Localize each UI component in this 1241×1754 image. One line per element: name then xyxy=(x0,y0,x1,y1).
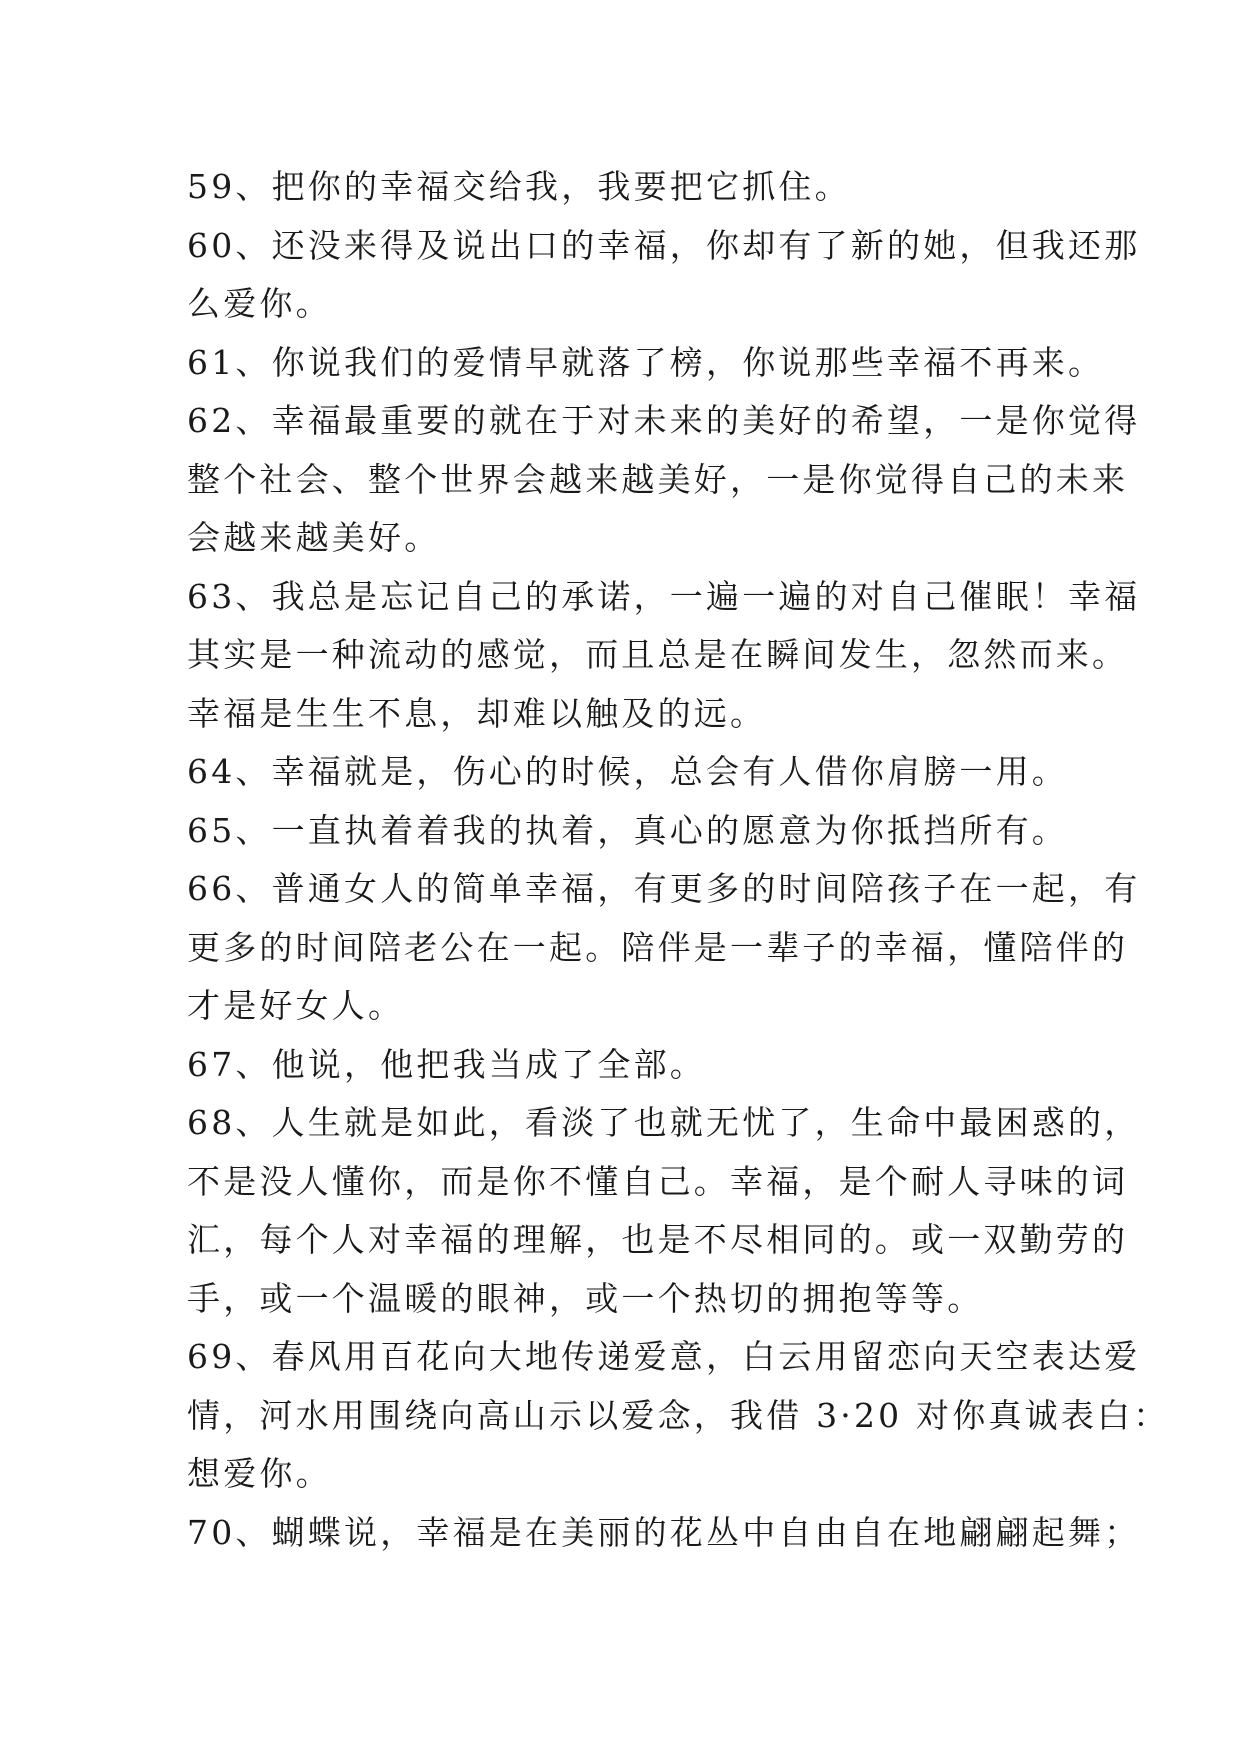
text-line: 情，河水用围绕向高山示以爱念，我借 3·20 对你真诚表白： xyxy=(187,1395,1170,1435)
text-line: 65、一直执着着我的执着，真心的愿意为你抵挡所有。 xyxy=(187,810,1068,850)
text-line: 整个社会、整个世界会越来越美好，一是你觉得自己的未来 xyxy=(187,459,1129,499)
text-line: 会越来越美好。 xyxy=(187,518,441,557)
text-line: 63、我总是忘记自己的承诺，一遍一遍的对自己催眠！幸福 xyxy=(187,576,1141,616)
document-body xyxy=(187,158,1170,1562)
text-line: 其实是一种流动的感觉，而且总是在瞬间发生，忽然而来。 xyxy=(187,635,1129,674)
text-line: 60、还没来得及说出口的幸福，你却有了新的她，但我还那 xyxy=(187,225,1141,265)
text-line: 汇，每个人对幸福的理解，也是不尽相同的。或一双勤劳的 xyxy=(187,1220,1129,1259)
text-line: 手，或一个温暖的眼神，或一个热切的拥抱等等。 xyxy=(187,1278,984,1318)
text-line: 才是好女人。 xyxy=(187,986,405,1025)
text-line: 70、蝴蝶说，幸福是在美丽的花丛中自由自在地翩翩起舞； xyxy=(187,1512,1141,1552)
text-line: 么爱你。 xyxy=(187,284,332,323)
text-line: 不是没人懂你，而是你不懂自己。幸福，是个耐人寻味的词 xyxy=(187,1161,1129,1201)
text-line: 68、人生就是如此，看淡了也就无忧了，生命中最困惑的， xyxy=(187,1103,1141,1142)
text-line: 64、幸福就是，伤心的时候，总会有人借你肩膀一用。 xyxy=(187,752,1068,791)
text-line: 想爱你。 xyxy=(187,1454,332,1493)
text-line: 61、你说我们的爱情早就落了榜，你说那些幸福不再来。 xyxy=(187,342,1105,382)
text-line: 66、普通女人的简单幸福，有更多的时间陪孩子在一起，有 xyxy=(187,869,1141,908)
text-line: 幸福是生生不息，却难以触及的远。 xyxy=(187,693,767,733)
text-line: 67、他说，他把我当成了全部。 xyxy=(187,1044,706,1084)
text-line: 62、幸福最重要的就在于对未来的美好的希望，一是你觉得 xyxy=(187,401,1141,440)
text-line: 59、把你的幸福交给我，我要把它抓住。 xyxy=(187,167,851,206)
text-line: 69、春风用百花向大地传递爱意，白云用留恋向天空表达爱 xyxy=(187,1337,1141,1376)
text-line: 更多的时间陪老公在一起。陪伴是一辈子的幸福，懂陪伴的 xyxy=(187,927,1129,967)
